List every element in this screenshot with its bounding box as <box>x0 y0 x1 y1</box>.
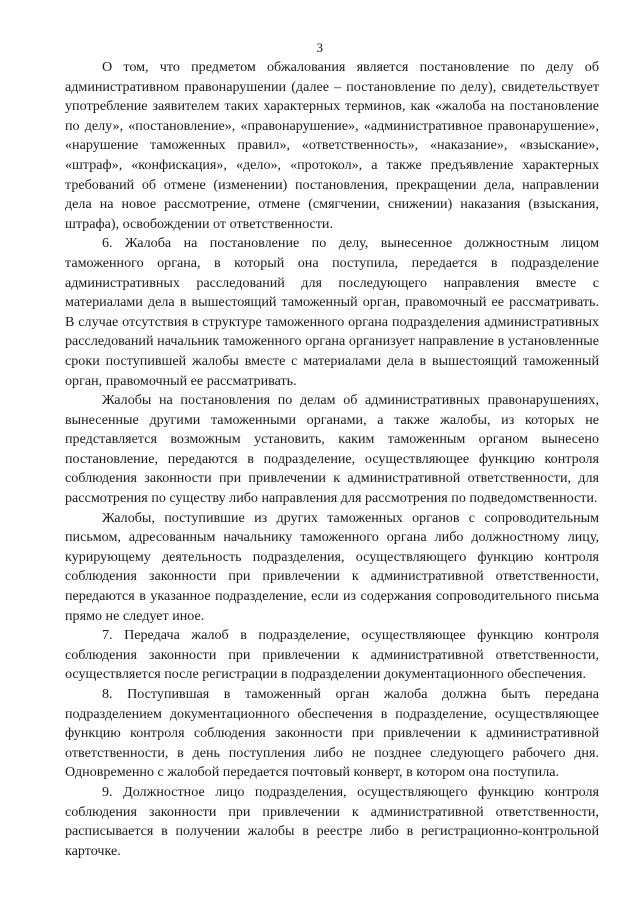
paragraph-item-6: 6. Жалоба на постановление по делу, вынесенное должностным лицом таможенного органа, в который она поступила, передается в подразделение административных расследований для последующего направления вместе с материалами дела в вышестоящий таможенный орган, правомочный ее рассматривать. В случае отсутствия в структуре таможенного органа подразделения административных расследований начальник таможенного органа организует направление в установленные сроки поступившей жалобы вместе с материалами дела в вышестоящий таможенный орган, правомочный ее рассматривать. <box>65 235 599 389</box>
page-number: 3 <box>316 40 324 55</box>
paragraph-subject-of-appeal: О том, что предметом обжалования является постановление по делу об административном правонарушении (далее – постановление по делу), свидетельствует употребление заявителем таких характерных терминов, как «жалоба на постановление по делу», «постановление», «правонарушение», «административное правонарушение», «нарушение таможенных правил», «ответственность», «наказание», «взыскание», «штраф», «конфискация», «дело», «протокол», а также предъявление характерных требований об отмене (изменении) постановления, прекращении дела, направлении дела на новое рассмотрение, отмене (смягчении, снижении) наказания (взыскания, штрафа), освобождении от ответственности. <box>65 59 599 232</box>
paragraph-item-7: 7. Передача жалоб в подразделение, осуществляющее функцию контроля соблюдения законности при привлечении к административной ответственности, осуществляется после регистрации в подразделении документационного обеспечения. <box>65 627 599 683</box>
paragraph-item-8: 8. Поступившая в таможенный орган жалоба должна быть передана подразделением документационного обеспечения в подразделение, осуществляющее функцию контроля соблюдения законности при привлечении к административной ответственности, в день поступления либо не позднее следующего рабочего дня. Одновременно с жалобой передается почтовый конверт, в котором она поступила. <box>65 686 599 781</box>
paragraph-cover-letter-complaints: Жалобы, поступившие из других таможенных органов с сопроводительным письмом, адресованным начальнику таможенного органа либо должностному лицу, курирующему деятельность подразделения, осуществляющего функцию контроля соблюдения законности при привлечении к административной ответственности, передаются в указанное подразделение, если из содержания сопроводительного письма прямо не следует иное. <box>65 509 599 624</box>
paragraph-item-9: 9. Должностное лицо подразделения, осуществляющего функцию контроля соблюдения законности при привлечении к административной ответственности, расписывается в получении жалобы в реестре либо в регистрационно-контрольной карточке. <box>65 783 599 859</box>
document-body <box>65 58 599 861</box>
paragraph-other-customs-complaints: Жалобы на постановления по делам об административных правонарушениях, вынесенные другими таможенными органами, а также жалобы, из которых не представляется возможным установить, каким таможенным органом вынесено постановление, передаются в подразделение, осуществляющее функцию контроля соблюдения законности при привлечении к административной ответственности, для рассмотрения по существу либо направления для рассмотрения по подведомственности. <box>65 392 599 507</box>
